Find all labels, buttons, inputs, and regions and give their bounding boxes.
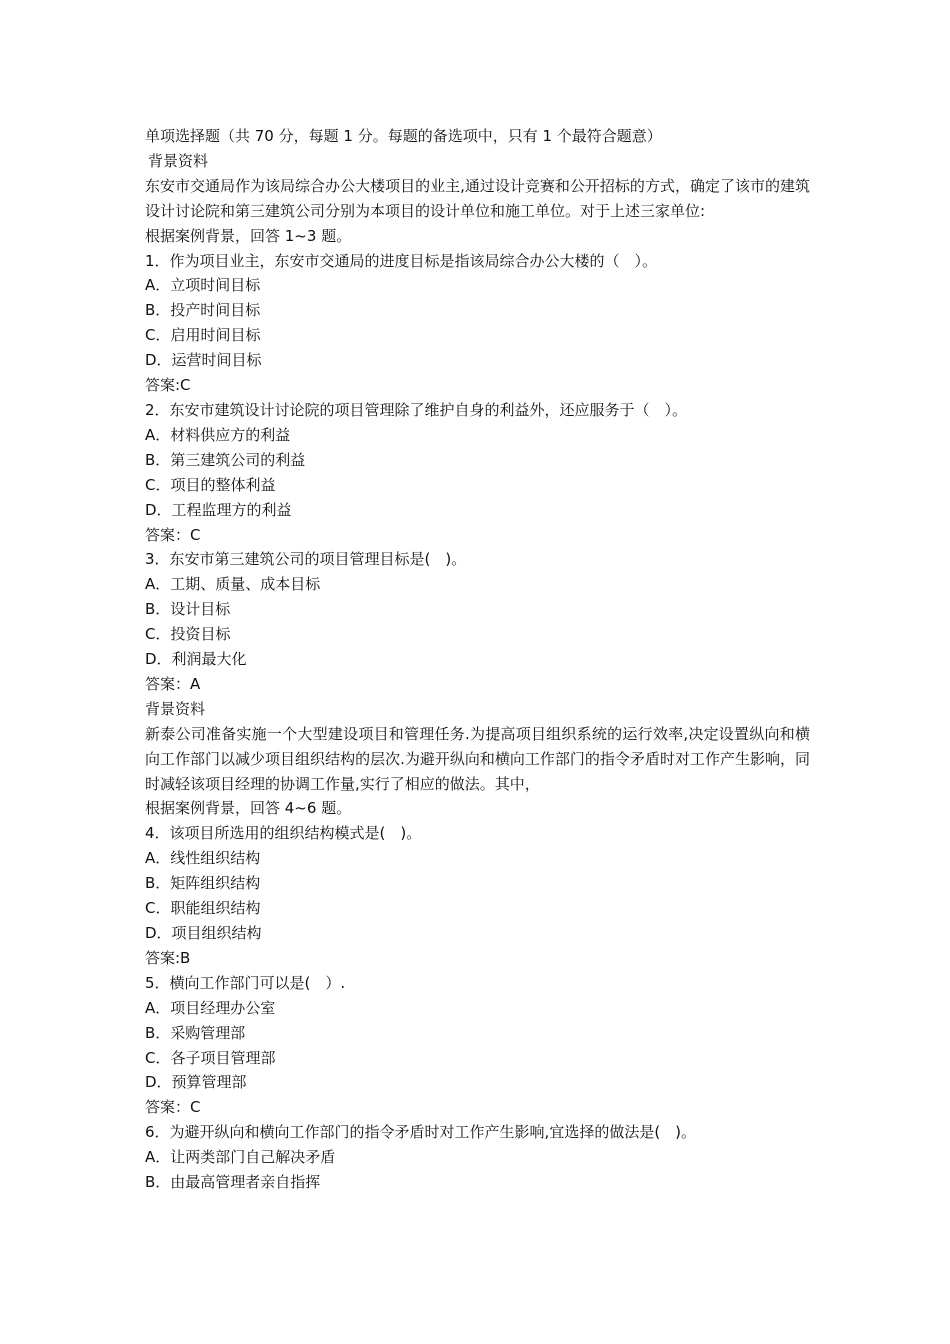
option-c: C．职能组织结构 bbox=[145, 899, 261, 918]
option-c: C．启用时间目标 bbox=[145, 326, 261, 345]
option-a: A．工期、质量、成本目标 bbox=[145, 575, 321, 594]
option-d: D．利润最大化 bbox=[145, 650, 247, 669]
option-d: D．项目组织结构 bbox=[145, 924, 262, 942]
option-a: A．让两类部门自己解决矛盾 bbox=[145, 1148, 336, 1167]
option-c: C．各子项目管理部 bbox=[145, 1048, 276, 1067]
option-a: A．立项时间目标 bbox=[145, 276, 261, 295]
option-a: A．项目经理办公室 bbox=[145, 998, 276, 1017]
answer: 答案：C bbox=[145, 525, 201, 544]
question-1 bbox=[145, 249, 810, 398]
question-4 bbox=[145, 821, 810, 970]
case-section-2 bbox=[145, 697, 810, 1195]
case-section-1 bbox=[145, 149, 810, 697]
option-c: C．项目的整体利益 bbox=[145, 475, 276, 494]
option-b: B．投产时间目标 bbox=[145, 301, 261, 320]
question-stem: 1．作为项目业主，东安市交通局的进度目标是指该局综合办公大楼的（ ）。 bbox=[145, 251, 658, 270]
option-d: D．运营时间目标 bbox=[145, 351, 262, 370]
option-b: B．设计目标 bbox=[145, 600, 231, 619]
question-3 bbox=[145, 547, 810, 696]
option-d: D．工程监理方的利益 bbox=[145, 500, 292, 519]
question-stem: 5．横向工作部门可以是( ）. bbox=[145, 973, 346, 992]
option-b: B．采购管理部 bbox=[145, 1023, 246, 1042]
document-page bbox=[145, 124, 810, 1195]
question-stem: 4．该项目所选用的组织结构模式是( )。 bbox=[145, 824, 422, 843]
option-b: B．由最高管理者亲自指挥 bbox=[145, 1173, 321, 1192]
section-heading: 单项选择题（共 70 分，每题 1 分。每题的备选项中，只有 1 个最符合题意） bbox=[145, 127, 662, 145]
answer: 答案：C bbox=[145, 1098, 201, 1117]
answer: 答案：A bbox=[145, 674, 201, 693]
option-b: B．第三建筑公司的利益 bbox=[145, 450, 306, 469]
instruction: 根据案例背景，回答 4~6 题。 bbox=[145, 799, 352, 818]
question-6 bbox=[145, 1120, 810, 1195]
option-c: C．投资目标 bbox=[145, 625, 231, 644]
option-a: A．线性组织结构 bbox=[145, 849, 261, 868]
background-label: 背景资料 bbox=[145, 699, 206, 718]
question-2 bbox=[145, 398, 810, 547]
background-text: 新泰公司准备实施一个大型建设项目和管理任务.为提高项目组织系统的运行效率,决定设置纵向和横向工作部门以减少项目组织结构的层次.为避开纵向和横向工作部门的指令矛盾时对工作产生影响，同时减轻该项目经理的协调工作量,实行了相应的做法。其中， bbox=[145, 724, 810, 793]
question-stem: 6．为避开纵向和横向工作部门的指令矛盾时对工作产生影响,宜选择的做法是( )。 bbox=[145, 1123, 697, 1142]
option-d: D．预算管理部 bbox=[145, 1073, 247, 1092]
option-a: A．材料供应方的利益 bbox=[145, 425, 291, 444]
background-label: 背景资料 bbox=[148, 151, 209, 170]
question-5 bbox=[145, 971, 810, 1120]
question-stem: 3．东安市第三建筑公司的项目管理目标是( )。 bbox=[145, 550, 467, 569]
answer: 答案:C bbox=[145, 376, 191, 395]
background-text: 东安市交通局作为该局综合办公大楼项目的业主,通过设计竞赛和公开招标的方式，确定了该市的建筑设计讨论院和第三建筑公司分别为本项目的设计单位和施工单位。对于上述三家单位: bbox=[145, 176, 810, 220]
option-b: B．矩阵组织结构 bbox=[145, 874, 261, 893]
answer: 答案:B bbox=[145, 948, 191, 967]
question-stem: 2．东安市建筑设计讨论院的项目管理除了维护自身的利益外，还应服务于（ ）。 bbox=[145, 400, 688, 419]
instruction: 根据案例背景，回答 1~3 题。 bbox=[145, 226, 352, 245]
